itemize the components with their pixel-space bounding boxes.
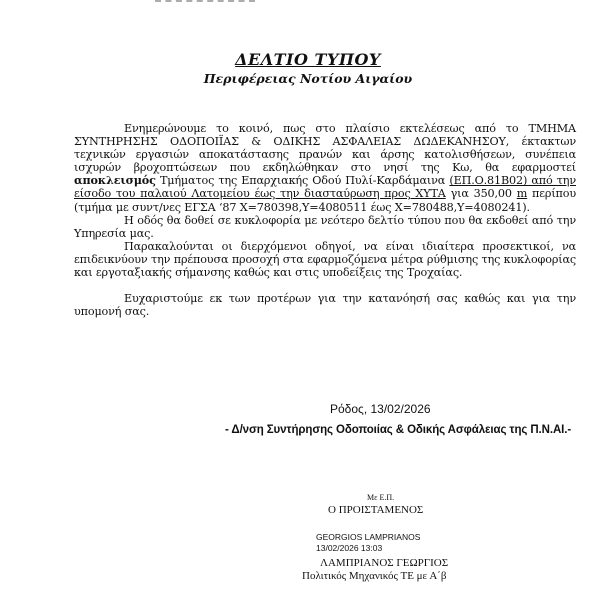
issuing-department: - Δ/νση Συντήρησης Οδοποιίας & Οδικής Ασφάλειας της Π.Ν.ΑΙ.- [225,424,572,436]
document-title: ΔΕΛΤΙΟ ΤΥΠΟΥ [235,50,381,69]
place-and-date: Ρόδος, 13/02/2026 [330,402,431,416]
text-run: για 350,00 [445,187,517,201]
paragraph-closure-notice [74,122,576,214]
paragraph-reopening: Η οδός θα δοθεί σε κυκλοφορία με νεότερο δελτίο τύπου που θα εκδοθεί από την Υπηρεσία μας. [74,213,576,240]
text-run: Τμήματος της Επαρχιακής Οδού Πυλί-Καρδάμαινα [155,174,450,188]
signer-greek-name: ΛΑΜΠΡΙΑΝΟΣ ΓΕΩΡΓΙΟΣ [320,557,449,569]
paragraph-driver-advice: Παρακαλούνται οι διερχόμενοι οδηγοί, να είναι ιδιαίτερα προσεκτικοί, να επιδεικνύουν την πρέπουσα προσοχή στα εφαρμοζόμενα μέτρα ρύθμισης της κυκλοφορίας και εργοταξιακής σήμανσης καθώς και στις υποδείξεις της Τροχαίας. [74,239,576,280]
digital-signature-stamp [316,532,420,554]
signature-timestamp: 13/02/2026 13:03 [316,543,383,553]
road-section-underlined: (ΕΠ.Ο.81Β02) από την είσοδο του παλαιού Λατομείου έως την διασταύρωση προς ΧΥΤΑ [74,174,576,201]
unit-underlined: m [516,187,528,201]
text-run: Ενημερώνουμε το κοινό, πως στο πλαίσιο εκτελέσεως από το ΤΜΗΜΑ ΣΥΝΤΗΡΗΣΗΣ ΟΔΟΠΟΙΪΑΣ & ΟΔΙΚΗΣ ΑΣΦΑΛΕΙΑΣ ΔΩΔΕΚΑΝΗΣΟΥ, έκτακτων τεχνικών εργασιών αποκατάστασης πρανών και άρσης κατολισθήσεων, συνέπεια ισχυρών βροχοπτώσεων που εκδηλώθηκαν στο νησί της Κω, θα εφαρμοστεί [74,122,576,175]
paragraph-thanks: Ευχαριστούμε εκ των προτέρων για την κατανόησή σας καθώς και για την υπομονή σας. [74,292,576,319]
closure-keyword: αποκλεισμός [74,173,156,188]
cropped-header-remnant [155,0,255,6]
on-behalf-label: Με Ε.Π. [367,493,395,502]
signer-latin-name: GEORGIOS LAMPRIANOS [316,532,421,542]
signatory-role: Ο ΠΡΟΙΣΤΑΜΕΝΟΣ [328,504,424,516]
document-subtitle: Περιφέρειας Νοτίου Αιγαίου [203,71,413,86]
press-release-body [74,122,576,318]
signer-title: Πολιτικός Μηχανικός ΤΕ με Α΄β [302,570,447,582]
text-run: περίπου (τμήμα με συντ/νες ΕΓΣΑ ‘87 Χ=780398,Υ=4080511 έως Χ=780488,Υ=4080241). [74,187,576,214]
